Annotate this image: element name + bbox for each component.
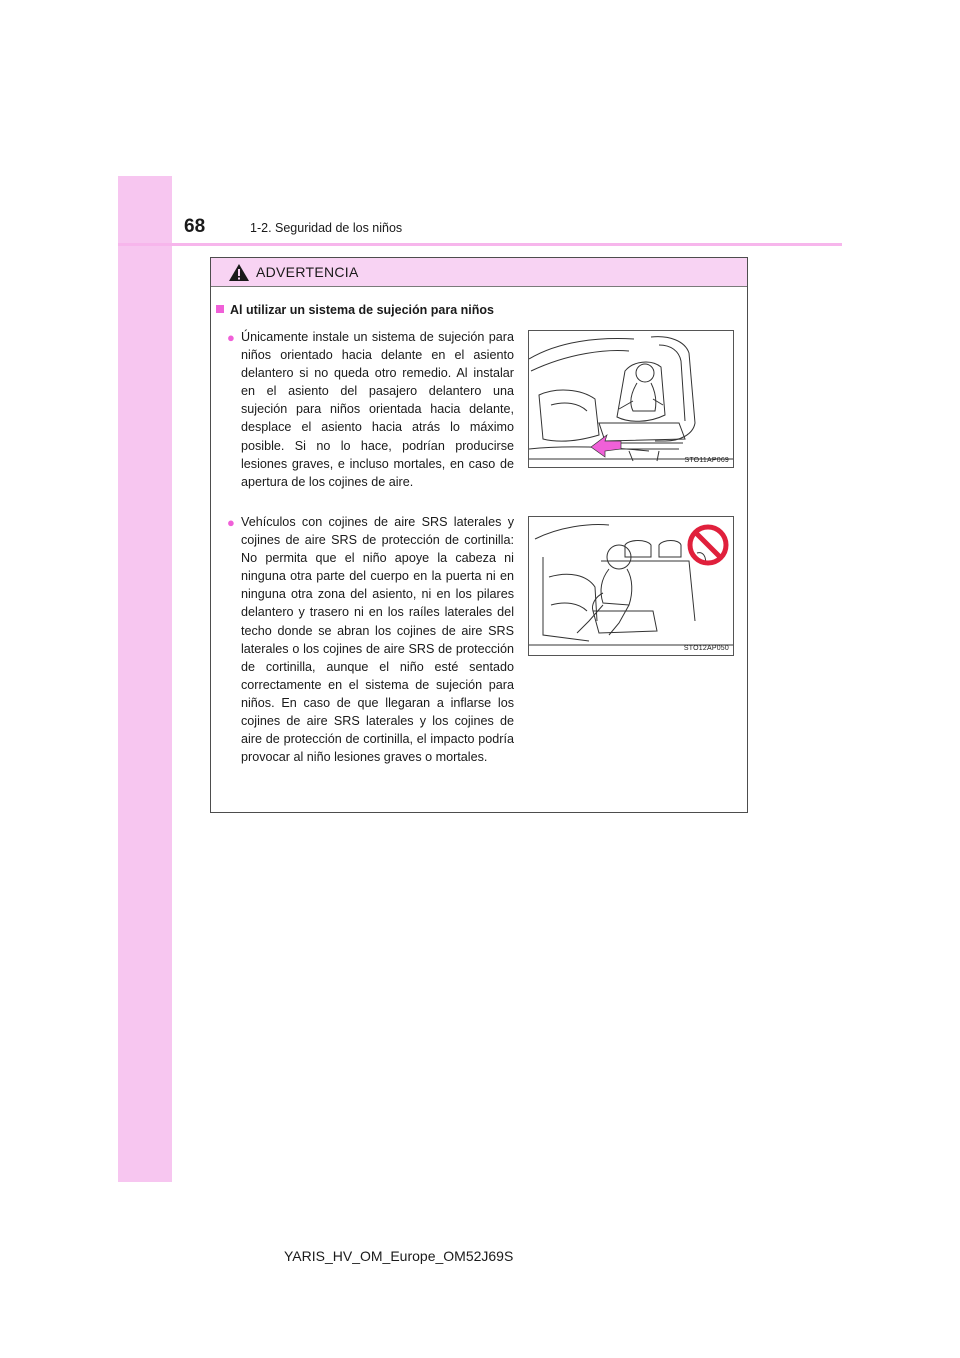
warning-box — [210, 257, 748, 813]
figure-code: STO11AP069 — [684, 457, 729, 464]
square-marker-icon — [216, 305, 224, 313]
warning-item-text: Únicamente instale un sistema de sujeción para niños orientado hacia delante en el asiento delantero si no queda otro remedio. Al instalar en el asiento del pasajero delantero una sujeción para niños orientada hacia delante, desplace el asiento hacia atrás lo máximo posible. Si no lo hace, podrían producirse lesiones graves, e incluso mortales, en caso de apertura de los cojines de aire. — [241, 330, 514, 489]
figure-code: STO12AP050 — [683, 645, 729, 652]
warning-item-text: Vehículos con cojines de aire SRS laterales y cojines de aire SRS de protección de cortinilla: No permita que el niño apoye la cabeza ni ninguna otra parte del cuerpo en la puerta ni en ninguna otra zona del asiento, ni en los pilares delantero y trasero ni en los raíles laterales del techo donde se abran los cojines de aire SRS laterales o los cojines de aire SRS de protección de cortinilla, aunque el niño esté sentado correctamente en el sistema de sujeción para niños. En caso de que llegaran a inflarse los cojines de aire SRS laterales y los cojines de aire de protección de cortinilla, el impacto podría provocar al niño lesiones graves o mortales. — [241, 515, 514, 765]
front-seat-child-seat-illustration — [528, 330, 734, 468]
document-id-footer: YARIS_HV_OM_Europe_OM52J69S — [284, 1248, 514, 1264]
rear-seat-child-illustration — [528, 516, 734, 656]
page-number: 68 — [184, 216, 206, 237]
subheading-text: Al utilizar un sistema de sujeción para niños — [230, 303, 494, 317]
bullet-circle-icon: ● — [227, 330, 235, 345]
bullet-circle-icon: ● — [227, 515, 235, 530]
illustration-drawing — [529, 331, 733, 467]
section-title: 1-2. Seguridad de los niños — [250, 221, 403, 235]
warning-title: ADVERTENCIA — [256, 264, 359, 280]
warning-subheading — [216, 303, 494, 317]
prohibition-icon — [687, 524, 729, 566]
warning-header — [211, 258, 747, 287]
header-divider — [118, 243, 842, 246]
warning-triangle-icon — [228, 263, 250, 282]
side-tab-band — [118, 176, 172, 1182]
